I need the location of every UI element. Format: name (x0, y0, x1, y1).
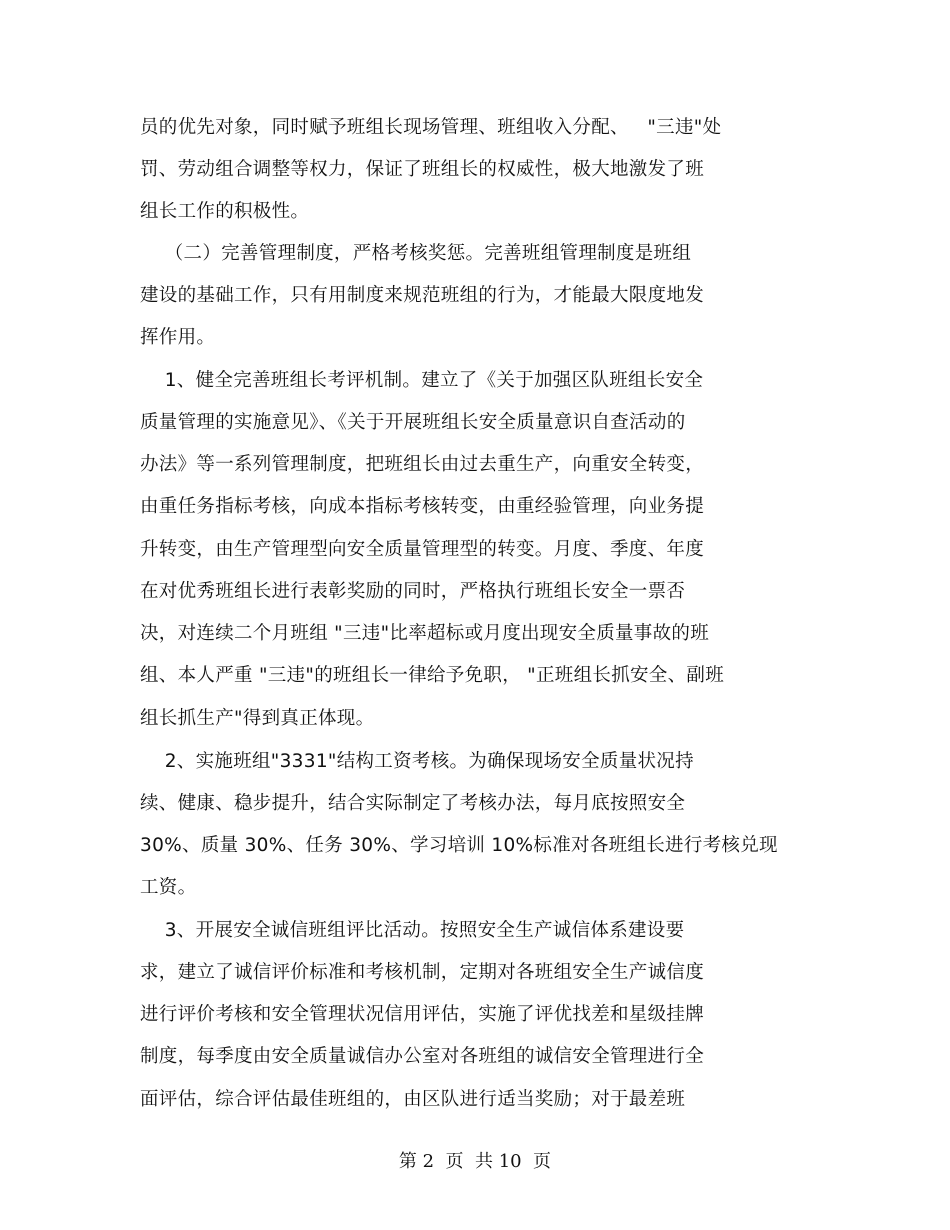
page-number-footer: 第 2 页 共 10 页 (398, 1151, 552, 1172)
paragraph-line: 组长抓生产"得到真正体现。 (140, 708, 375, 729)
paragraph-line: 1、健全完善班组长考评机制。建立了《关于加强区队班组长安全 (140, 370, 704, 391)
paragraph-line: 求，建立了诚信评价标准和考核机制，定期对各班组安全生产诚信度 (140, 962, 705, 983)
paragraph-line: 在对优秀班组长进行表彰奖励的同时，严格执行班组长安全一票否 (140, 581, 686, 602)
paragraph-line: 质量管理的实施意见》、《关于开展班组长安全质量意识自查活动的 (140, 412, 686, 433)
paragraph-line: 组长工作的积极性。 (140, 201, 310, 222)
paragraph-line: 升转变，由生产管理型向安全质量管理型的转变。月度、季度、年度 (140, 539, 705, 560)
paragraph-line: 挥作用。 (140, 327, 216, 348)
paragraph-line: 罚、劳动组合调整等权力，保证了班组长的权威性，极大地激发了班 (140, 159, 705, 180)
paragraph-line: 2、实施班组"3331"结构工资考核。为确保现场安全质量状况持 (140, 751, 694, 772)
paragraph-line: 组、本人严重 "三违"的班组长一律给予免职， "正班组长抓安全、副班 (140, 665, 724, 686)
paragraph-line: 决，对连续二个月班组 "三违"比率超标或月度出现安全质量事故的班 (140, 623, 710, 644)
paragraph-line: 员的优先对象，同时赋予班组长现场管理、班组收入分配、 "三违"处 (140, 117, 722, 138)
paragraph-line: 3、开展安全诚信班组评比活动。按照安全生产诚信体系建设要 (140, 920, 685, 941)
paragraph-line: 制度，每季度由安全质量诚信办公室对各班组的诚信安全管理进行全 (140, 1046, 705, 1067)
paragraph-line: 30%、质量 30%、任务 30%、学习培训 10%标准对各班组长进行考核兑现 (140, 835, 778, 856)
paragraph-line: 面评估，综合评估最佳班组的，由区队进行适当奖励；对于最差班 (140, 1089, 686, 1110)
paragraph-line: 续、健康、稳步提升，结合实际制定了考核办法，每月底按照安全 (140, 793, 686, 814)
paragraph-line: 进行评价考核和安全管理状况信用评估，实施了评优找差和星级挂牌 (140, 1004, 705, 1025)
paragraph-line: 工资。 (140, 877, 197, 898)
paragraph-line: （二）完善管理制度，严格考核奖惩。完善班组管理制度是班组 (140, 243, 692, 264)
paragraph-line: 办法》等一系列管理制度，把班组长由过去重生产，向重安全转变， (140, 454, 705, 475)
paragraph-line: 建设的基础工作，只有用制度来规范班组的行为，才能最大限度地发 (140, 285, 705, 306)
paragraph-line: 由重任务指标考核，向成本指标考核转变，由重经验管理，向业务提 (140, 496, 705, 517)
